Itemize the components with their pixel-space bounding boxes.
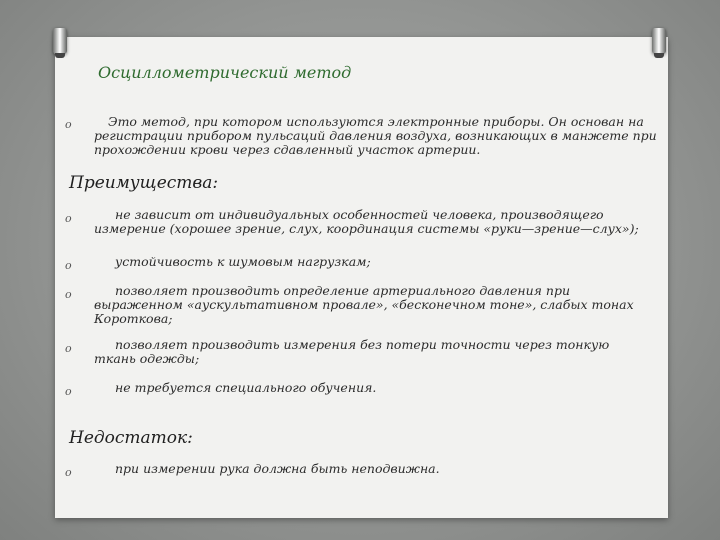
bullet-icon: o	[65, 466, 72, 479]
intro-paragraph: Это метод, при котором используются электронные приборы. Он основан на регистрации прибором пульсаций давления воздуха, возникающих в манжете при прохождении крови через сдавленный участок артерии.	[94, 114, 657, 157]
drawback-item: при измерении рука должна быть неподвижна.	[115, 461, 440, 476]
bullet-icon: o	[65, 259, 72, 272]
advantage-item: позволяет производить определение артериального давления при выраженном «аускультативном провале», «бесконечном тоне», слабых тонах Короткова;	[94, 283, 634, 326]
slide-title: Осциллометрический метод	[98, 63, 352, 82]
bullet-icon: o	[65, 288, 72, 301]
advantage-item: позволяет производить измерения без потери точности через тонкую ткань одежды;	[94, 337, 610, 366]
advantage-item: не зависит от индивидуальных особенностей человека, производящего измерение (хорошее зрение, слух, координация системы «руки—зрение—слух»);	[94, 207, 639, 236]
advantages-heading: Преимущества:	[69, 173, 219, 193]
drawback-heading: Недостаток:	[69, 428, 193, 448]
bullet-icon: o	[65, 342, 72, 355]
pin-right-icon	[652, 28, 666, 54]
advantage-item: не требуется специального обучения.	[115, 380, 377, 395]
bullet-icon: o	[65, 118, 72, 131]
bullet-icon: o	[65, 212, 72, 225]
bullet-icon: o	[65, 385, 72, 398]
advantage-item: устойчивость к шумовым нагрузкам;	[115, 254, 371, 269]
pin-left-icon	[53, 28, 67, 54]
